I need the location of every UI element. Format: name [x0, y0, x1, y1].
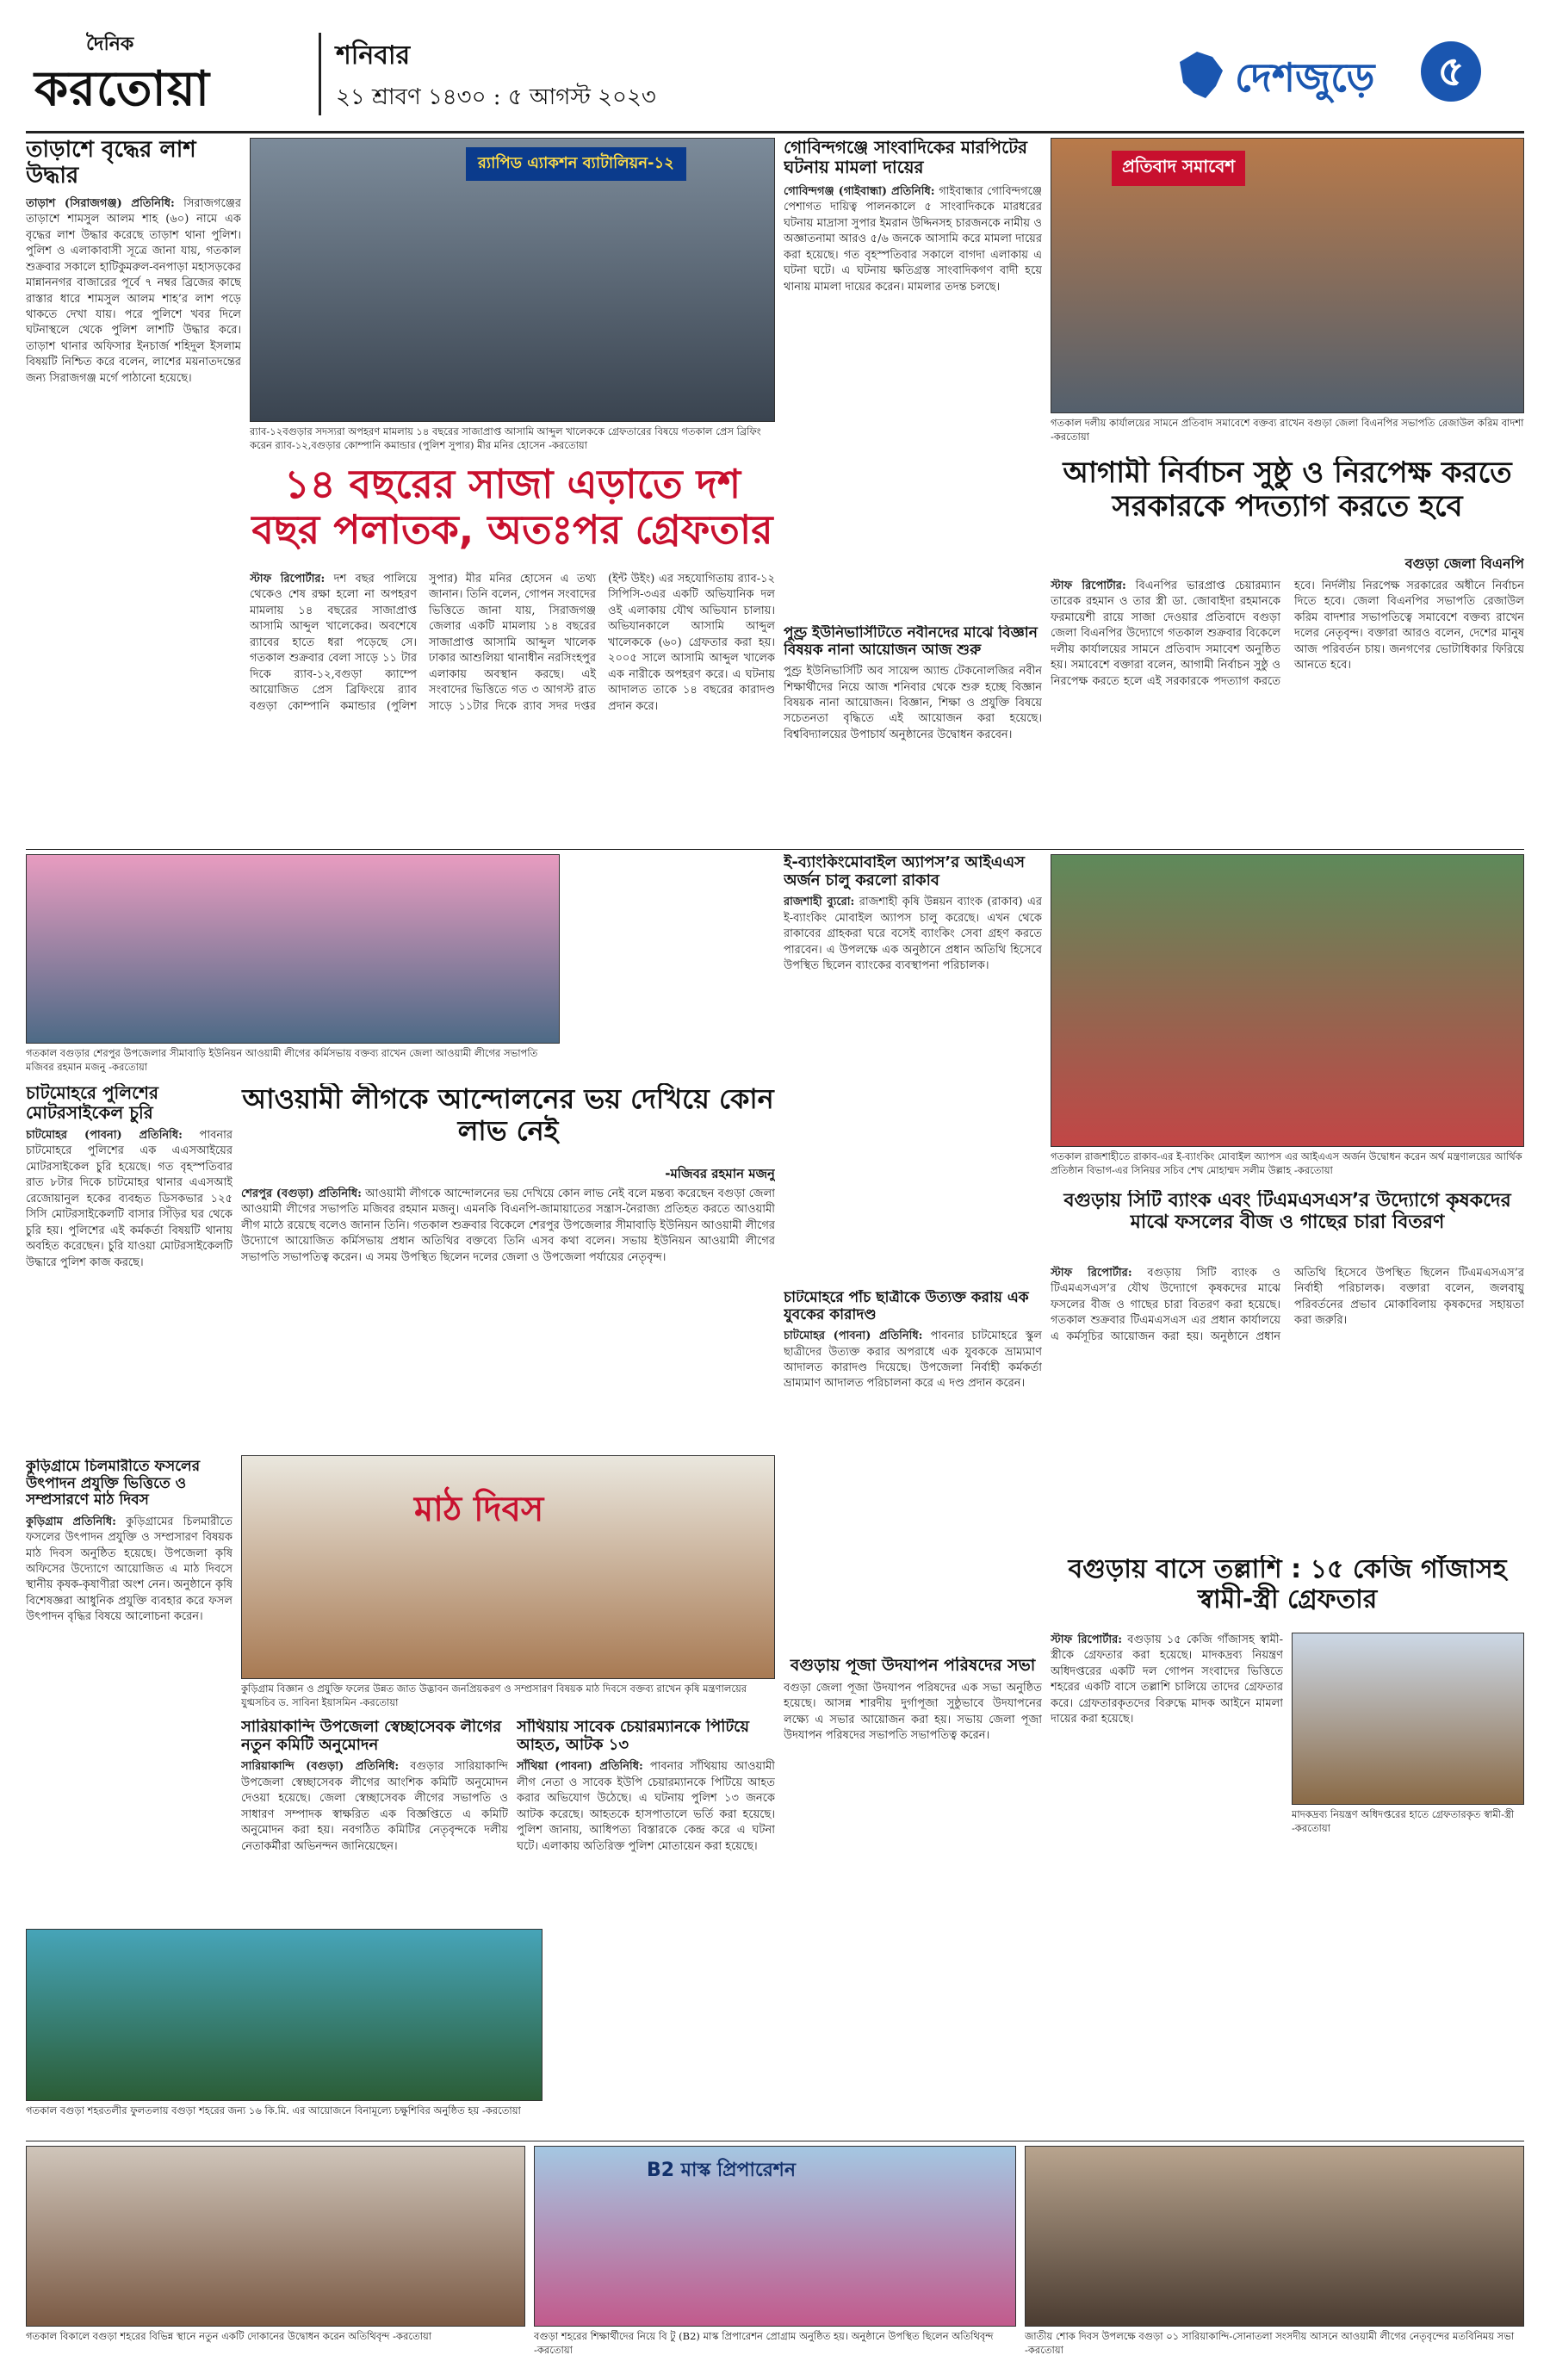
map-icon: [1171, 45, 1231, 105]
article-kurigram: কুড়িগ্রামে চিলমারীতে ফসলের উৎপাদন প্রযুক্তি ভিত্তিতে ও সম্প্রসারণে মাঠ দিবস কুড়িগ্রাম প্রতিনিধি: কুড়িগ্রামের চিলমারীতে ফসলের উৎপাদন প্রযুক্তি ও সম্প্রসারণ বিষয়ক মাঠ দিবস অনুষ্ঠিত হয়েছে। উপজেলা কৃষি অফিসের উদ্যোগে আয়োজিত এ মাঠ দিবসে স্থানীয় কৃষক-কৃষাণীরা অংশ নেন। অনুষ্ঠানে কৃষি বিশেষজ্ঞরা আধুনিক প্রযুক্তি ব্যবহার করে ফসল উৎপাদন বৃদ্ধির বিষয়ে আলোচনা করেন।: [26, 1459, 232, 1624]
photo-b2: [534, 2146, 1016, 2327]
headline: চাটমোহরে পাঁচ ছাত্রীকে উত্যক্ত করায় এক যুবকের কারাদণ্ড: [784, 1290, 1029, 1323]
article-chatmohor-bike: চাটমোহরে পুলিশের মোটরসাইকেল চুরি চাটমোহর (পাবনা) প্রতিনিধি: পাবনার চাটমোহরে পুলিশের এক এএসআইয়ের মোটরসাইকেল চুরি হয়েছে। গত বৃহস্পতিবার রাত ৮টার দিকে চাটমোহর থানার এএসআই রেজোয়ানুল হকের ব্যবহৃত ডিসকভার ১২৫ সিসি মোটরসাইকেলটি বাসার সিঁড়ির ঘর থেকে চুরি হয়। পুলিশের এই কর্মকর্তা বিষয়টি থানায় অবহিত করেছেন। চুরি যাওয়া মোটরসাইকেলটি উদ্ধারে পুলিশ কাজ করছে।: [26, 1083, 232, 1269]
photo-sherpur: [26, 854, 560, 1044]
photo-caption: গতকাল বগুড়া শহরতলীর ফুলতলায় বগুড়া শহরের জন্য ১৬ কি.মি. এর আয়োজনে বিনামূল্যে চক্ষুশিবির অনুষ্ঠিত হয় -করতোয়া: [26, 2104, 521, 2117]
photo-banner: B2 মাস্ক প্রিপারেশন: [647, 2160, 796, 2181]
photo-ganja: [1292, 1633, 1524, 1805]
photo-banner: মাঠ দিবস: [414, 1490, 544, 1529]
article-bnp-body: স্টাফ রিপোর্টার: বিএনপির ভারপ্রাপ্ত চেয়ারম্যান তারেক রহমান ও তার স্ত্রী ডা. জোবাইদা রহমানকে ফরমায়েশী রায়ে সাজা দেওয়ার প্রতিবাদে বগুড়া জেলা বিএনপির উদ্যোগে গতকাল শুক্রবার বিকেলে দলীয় কার্যালয়ের সামনে প্রতিবাদ সমাবেশ অনুষ্ঠিত হয়। সমাবেশে বক্তারা বলেন, আগামী নির্বাচন সুষ্ঠু ও নিরপেক্ষ করতে হলে এই সরকারকে পদত্যাগ করতে হবে। নির্দলীয় নিরপেক্ষ সরকারের অধীনে নির্বাচন দিতে হবে। জেলা বিএনপির সভাপতি রেজাউল করিম বাদশার সভাপতিত্বে সমাবেশে বক্তব্য রাখেন দলের নেতৃবৃন্দ। বক্তারা আরও বলেন, দেশের মানুষ আজ পরিবর্তন চায়। জনগণের ভোটাধিকার ফিরিয়ে আনতে হবে।: [1051, 580, 1524, 688]
logo: [26, 26, 310, 121]
photo-caption: মাদকদ্রব্য নিয়ন্ত্রণ অধিদপ্তরের হাতে গ্রেফতারকৃত স্বামী-স্ত্রী -করতোয়া: [1292, 1808, 1515, 1834]
photo-bnp: [1051, 138, 1524, 413]
headline-citybank: বগুড়ায় সিটি ব্যাংক এবং টিএমএসএস’র উদ্যোগে কৃষকদের মাঝে ফসলের বীজ ও গাছের চারা বিতরণ: [1063, 1190, 1511, 1234]
article-santhia: সাঁথিয়ায় সাবেক চেয়ারম্যানকে পিটিয়ে আহত, আটক ১৩ সাঁথিয়া (পাবনা) প্রতিনিধি: পাবনার সাঁথিয়ায় আওয়ামী লীগ নেতা ও সাবেক ইউপি চেয়ারম্যানকে পিটিয়ে আহত করার অভিযোগ উঠেছে। এ ঘটনায় পুলিশ ১৩ জনকে আটক করেছে। আহতকে হাসপাতালে ভর্তি করা হয়েছে। পুলিশ জানায়, আধিপত্য বিস্তারকে কেন্দ্র করে এ ঘটনা ঘটে। এলাকায় অতিরিক্ত পুলিশ মোতায়েন করা হয়েছে।: [517, 1719, 775, 1853]
article-gobindaganj: গোবিন্দগঞ্জে সাংবাদিকের মারপিটের ঘটনায় মামলা দায়ের গোবিন্দগঞ্জ (গাইবান্ধা) প্রতিনিধি: গাইবান্ধার গোবিন্দগঞ্জে পেশাগত দায়িত্ব পালনকালে ৫ সাংবাদিককে মারধরের ঘটনায় মাদ্রাসা সুপার ইমরান উদ্দিনসহ চারজনকে নামীয় ও অজ্ঞাতনামা আরও ৫/৬ জনকে আসামি করে মামলা দায়ের করা হয়েছে। গত বৃহস্পতিবার সকালে বাগদা এলাকায় এ ঘটনা ঘটে। এ ঘটনায় ক্ষতিগ্রস্ত সাংবাদিকগণ বাদী হয়ে থানায় মামলা দায়ের করেন। মামলার তদন্ত চলছে।: [784, 138, 1042, 294]
article-sariakandi: সারিয়াকান্দি উপজেলা স্বেচ্ছাসেবক লীগের নতুন কমিটি অনুমোদন সারিয়াকান্দি (বগুড়া) প্রতিনিধি: বগুড়ার সারিয়াকান্দি উপজেলা স্বেচ্ছাসেবক লীগের আংশিক কমিটি অনুমোদন দেওয়া হয়েছে। জেলা স্বেচ্ছাসেবক লীগের সভাপতি ও সাধারণ সম্পাদক স্বাক্ষরিত এক বিজ্ঞপ্তিতে এ কমিটি অনুমোদন করা হয়। নবগঠিত কমিটির নেতৃবৃন্দকে দলীয় নেতাকর্মীরা অভিনন্দন জানিয়েছেন।: [241, 1719, 508, 1853]
headline: পুণ্ড্র ইউনিভার্সিটিতে নবীনদের মাঝে বিজ্ঞান বিষয়ক নানা আয়োজন আজ শুরু: [784, 625, 1038, 659]
headline: চাটমোহরে পুলিশের মোটরসাইকেল চুরি: [26, 1083, 159, 1123]
article-chatmohor-girls: চাটমোহরে পাঁচ ছাত্রীকে উত্যক্ত করায় এক যুবকের কারাদণ্ড চাটমোহর (পাবনা) প্রতিনিধি: পাবনার চাটমোহরে স্কুল ছাত্রীদের উত্যক্ত করার অপরাধে এক যুবককে ভ্রাম্যমাণ আদালত কারাদণ্ড দিয়েছে। উপজেলা নির্বাহী কর্মকর্তা ভ্রাম্যমাণ আদালত পরিচালনা করে এ দণ্ড প্রদান করেন।: [784, 1290, 1042, 1391]
headline-ganja: বগুড়ায় বাসে তল্লাশি : ১৫ কেজি গাঁজাসহ স্বামী-স্ত্রী গ্রেফতার: [1068, 1555, 1507, 1615]
body: সিরাজগঞ্জের তাড়াশে শামসুল আলম শাহ (৬০) নামে এক বৃদ্ধের লাশ উদ্ধার করেছে তাড়াশ থানা পুলিশ। পুলিশ ও এলাকাবাসী সূত্রে জানা যায়, গতকাল শুক্রবার সকালে হাটিকুমরুল-বনপাড়া মহাসড়কের মান্নাননগর বাজারের পূর্বে ৭ নম্বর ব্রিজের কাছে রাস্তার ধারে শামসুল আলম শাহ’র লাশ পড়ে থাকতে দেখা যায়। পরে পুলিশে খবর দিলে ঘটনাস্থলে থেকে পুলিশ লাশটি উদ্ধার করে। তাড়াশ থানার অফিসার ইনচার্জ শহিদুল ইসলাম বিষয়টি নিশ্চিত করে বলেন, লাশের ময়নাতদন্তের জন্য সিরাজগঞ্জ মর্গে পাঠানো হয়েছে।: [26, 196, 241, 385]
headline: গোবিন্দগঞ্জে সাংবাদিকের মারপিটের ঘটনায় মামলা দায়ের: [784, 138, 1028, 177]
masthead: [26, 26, 1524, 129]
photo-caption: গতকাল দলীয় কার্যালয়ের সামনে প্রতিবাদ সমাবেশে বক্তব্য রাখেন বগুড়া জেলা বিএনপির সভাপতি রেজাউল করিম বাদশা -করতোয়া: [1051, 417, 1524, 443]
masthead-day: শনিবার: [336, 40, 411, 71]
headline: সারিয়াকান্দি উপজেলা স্বেচ্ছাসেবক লীগের নতুন কমিটি অনুমোদন: [241, 1719, 502, 1754]
article-puja: বগুড়ায় পূজা উদযাপন পরিষদের সভা বগুড়া জেলা পূজা উদযাপন পরিষদের এক সভা অনুষ্ঠিত হয়েছে। আসন্ন শারদীয় দুর্গাপূজা সুষ্ঠুভাবে উদযাপনের লক্ষ্যে এ সভার আয়োজন করা হয়। সভায় জেলা পূজা উদযাপন পরিষদের সভাপতি সভাপতিত্ব করেন।: [784, 1657, 1042, 1743]
headline: বগুড়ায় পূজা উদযাপন পরিষদের সভা: [790, 1657, 1036, 1675]
photo-banner: র‍্যাপিড এ্যাকশন ব্যাটালিয়ন-১২: [466, 147, 686, 181]
article-rakab: ই-ব্যাংকিংমোবাইল অ্যাপস’র আইএএস অর্জন চালু করলো রাকাব রাজশাহী ব্যুরো: রাজশাহী কৃষি উন্নয়ন ব্যাংক (রাকাব) এর ই-ব্যাংকিং মোবাইল অ্যাপস চালু করেছে। এখন থেকে রাকাবের গ্রাহকরা ঘরে বসেই ব্যাংকিং সেবা গ্রহণ করতে পারবেন। এ উপলক্ষে এক অনুষ্ঠানে প্রধান অতিথি হিসেবে উপস্থিত ছিলেন ব্যাংকের ব্যবস্থাপনা পরিচালক।: [784, 854, 1042, 973]
masthead-date: ২১ শ্রাবণ ১৪৩০ : ৫ আগস্ট ২০২৩: [336, 84, 656, 110]
photo-rab: [250, 138, 775, 422]
photo-shop: [26, 2146, 525, 2327]
subhead: বগুড়া জেলা বিএনপি: [1404, 555, 1524, 572]
photo-rakab: [1051, 854, 1524, 1147]
photo-field-day: [241, 1455, 775, 1679]
article-pundra: পুণ্ড্র ইউনিভার্সিটিতে নবীনদের মাঝে বিজ্ঞান বিষয়ক নানা আয়োজন আজ শুরু পুণ্ড্র ইউনিভার্সিটি অব সায়েন্স অ্যান্ড টেকনোলজির নবীন শিক্ষার্থীদের নিয়ে আজ শনিবার থেকে শুরু হচ্ছে বিজ্ঞান বিষয়ক নানা আয়োজন। বিজ্ঞান, শিক্ষা ও প্রযুক্তি বিষয়ে সচেতনতা বৃদ্ধিতে এই আয়োজন করা হয়েছে। বিশ্ববিদ্যালয়ের উপাচার্য অনুষ্ঠানের উদ্বোধন করবেন।: [784, 625, 1042, 741]
photo-caption: জাতীয় শোক দিবস উপলক্ষে বগুড়া ০১ সারিয়াকান্দি-সোনাতলা সংসদীয় আসনে আওয়ামী লীগের নেতৃবৃন্দের মতবিনিময় সভা -করতোয়া: [1025, 2330, 1515, 2356]
article-awami-body: শেরপুর (বগুড়া) প্রতিনিধি: আওয়ামী লীগকে আন্দোলনের ভয় দেখিয়ে কোন লাভ নেই বলে মন্তব্য করেছেন বগুড়া জেলা আওয়ামী লীগের সভাপতি মজিবর রহমান মজনু। এমনকি বিএনপি-জামায়াতের সন্ত্রাস-নৈরাজ্য প্রতিহত করতে আওয়ামী লীগ মাঠে রয়েছে বলেও জানান তিনি। গতকাল শুক্রবার বিকেলে শেরপুর উপজেলার সীমাবাড়ি ইউনিয়ন আওয়ামী লীগের উদ্যোগে আয়োজিত কর্মিসভায় প্রধান অতিথির বক্তব্যে তিনি এসব কথা বলেন। সভায় ইউনিয়ন আওয়ামী লীগের সভাপতি সভাপতিত্ব করেন। এ সময় উপস্থিত ছিলেন দলের জেলা ও উপজেলা পর্যায়ের নেতৃবৃন্দ।: [241, 1187, 775, 1264]
headline-awami: আওয়ামী লীগকে আন্দোলনের ভয় দেখিয়ে কোন লাভ নেই: [242, 1083, 774, 1147]
section-name: দেশজুড়ে: [1235, 54, 1375, 101]
logo-top: দৈনিক: [86, 33, 134, 55]
photo-meeting: [1025, 2146, 1524, 2327]
photo-caption: গতকাল রাজশাহীতে রাকাব-এর ই-ব্যাংকিং মোবাইল অ্যাপস এর আইএএস অর্জন উদ্বোধন করেন অর্থ মন্ত্রণালয়ের আর্থিক প্রতিষ্ঠান বিভাগ-এর সিনিয়র সচিব শেখ মোহাম্মদ সলীম উল্লাহ -করতোয়া: [1051, 1150, 1522, 1176]
article-rab-body: স্টাফ রিপোর্টার: দশ বছর পালিয়ে থেকেও শেষ রক্ষা হলো না অপহরণ মামলায় ১৪ বছরের সাজাপ্রাপ্ত আসামি আব্দুল খালেকের। অবশেষে র‍্যাবের হাতে ধরা পড়েছে সে। গতকাল শুক্রবার বেলা সাড়ে ১১ টার দিকে র‍্যাব-১২,বগুড়া ক্যাম্পে আয়োজিত প্রেস ব্রিফিংয়ে র‍্যাব বগুড়া কোম্পানি কমান্ডার (পুলিশ সুপার) মীর মনির হোসেন এ তথ্য জানান। তিনি বলেন, গোপন সংবাদের ভিত্তিতে জানা যায়, সিরাজগঞ্জ জেলার একটি মামলায় ১৪ বছরের সাজাপ্রাপ্ত আসামি আব্দুল খালেক ঢাকার আশুলিয়া থানাধীন নরসিংহপুর এলাকায় অবস্থান করছে। এই সংবাদের ভিত্তিতে গত ৩ আগস্ট রাত সাড়ে ১১টার দিকে র‍্যাব সদর দপ্তর (ইন্ট উইং) এর সহযোগিতায় র‍্যাব-১২ সিপিসি-৩এর একটি অভিযানিক দল ওই এলাকায় যৌথ অভিযান চালায়। অভিযানকালে আসামি আব্দুল খালেককে (৬০) গ্রেফতার করা হয়। ২০০৫ সালে আসামি আব্দুল খালেক এক নারীকে অপহরণ করে। এ ঘটনায় আদালত তাকে ১৪ বছরের কারাদণ্ড প্রদান করে।: [250, 573, 775, 713]
article-ganja-body: স্টাফ রিপোর্টার: বগুড়ায় ১৫ কেজি গাঁজাসহ স্বামী-স্ত্রীকে গ্রেফতার করা হয়েছে। মাদকদ্রব্য নিয়ন্ত্রণ অধিদপ্তরের একটি দল গোপন সংবাদের ভিত্তিতে শহরের একটি বাসে তল্লাশি চালিয়ে তাদের গ্রেফতার করে। গ্রেফতারকৃতদের বিরুদ্ধে মাদক আইনে মামলা দায়ের করা হয়েছে।: [1051, 1633, 1283, 1726]
headline: সাঁথিয়ায় সাবেক চেয়ারম্যানকে পিটিয়ে আহত, আটক ১৩: [517, 1719, 750, 1754]
headline: কুড়িগ্রামে চিলমারীতে ফসলের উৎপাদন প্রযুক্তি ভিত্তিতে ও সম্প্রসারণে মাঠ দিবস: [26, 1459, 201, 1509]
photo-caption: গতকাল বগুড়ার শেরপুর উপজেলার সীমাবাড়ি ইউনিয়ন আওয়ামী লীগের কর্মিসভায় বক্তব্য রাখেন জেলা আওয়ামী লীগের সভাপতি মজিবর রহমান মজনু -করতোয়া: [26, 1047, 538, 1073]
photo-caption: র‍্যাব-১২বগুড়ার সদস্যরা অপহরণ মামলায় ১৪ বছরের সাজাপ্রাপ্ত আসামি আব্দুল খালেককে গ্রেফতারের বিষয়ে গতকাল প্রেস ব্রিফিং করেন র‍্যাব-১২,বগুড়ার কোম্পানি কমান্ডার (পুলিশ সুপার) মীর মনির হোসেন -করতোয়া: [250, 425, 761, 451]
article-citybank-body: স্টাফ রিপোর্টার: বগুড়ায় সিটি ব্যাংক ও টিএমএসএস’র যৌথ উদ্যোগে কৃষকদের মাঝে ফসলের বীজ ও গাছের চারা বিতরণ করা হয়েছে। গতকাল শুক্রবার টিএমএসএস এর প্রধান কার্যালয়ে এ কর্মসূচির আয়োজন করা হয়। অনুষ্ঠানে প্রধান অতিথি হিসেবে উপস্থিত ছিলেন টিএমএসএস’র নির্বাহী পরিচালক। বক্তারা বলেন, জলবায়ু পরিবর্তনের প্রভাব মোকাবিলায় কৃষকদের সহায়তা করা জরুরি।: [1051, 1267, 1524, 1343]
logo-main: করতোয়া: [34, 60, 210, 117]
headline: তাড়াশে বৃদ্ধের লাশ উদ্ধার: [26, 138, 196, 189]
dateline: তাড়াশ (সিরাজগঞ্জ) প্রতিনিধি:: [26, 196, 175, 210]
photo-banner: প্রতিবাদ সমাবেশ: [1112, 151, 1245, 186]
photo-caption: গতকাল বিকালে বগুড়া শহরের বিভিন্ন স্থানে নতুন একটি দোকানের উদ্বোধন করেন অতিথিবৃন্দ -করতোয়া: [26, 2330, 432, 2342]
headline-rab: ১৪ বছরের সাজা এড়াতে দশ বছর পলাতক, অতঃপর গ্রেফতার: [251, 462, 773, 553]
headline-bnp: আগামী নির্বাচন সুষ্ঠু ও নিরপেক্ষ করতে সরকারকে পদত্যাগ করতে হবে: [1063, 456, 1512, 524]
photo-eye-camp: [26, 1929, 542, 2101]
article-tarash: [26, 138, 241, 844]
photo-caption: কুড়িগ্রাম বিজ্ঞান ও প্রযুক্তি ফলের উন্নত জাত উদ্ভাবন জনপ্রিয়করণ ও সম্প্রসারণ বিষয়ক মাঠ দিবসে বক্তব্য রাখেন কৃষি মন্ত্রণালয়ের যুগ্মসচিব ড. সাবিনা ইয়াসমিন -করতোয়া: [241, 1683, 747, 1708]
photo-caption: বগুড়া শহরের শিক্ষার্থীদের নিয়ে বি টু (B2) মাস্ক প্রিপারেশন প্রোগ্রাম অনুষ্ঠিত হয়। অনুষ্ঠানে উপস্থিত ছিলেন অতিথিবৃন্দ -করতোয়া: [534, 2330, 994, 2356]
subhead: -মজিবর রহমান মজনু: [665, 1166, 775, 1181]
headline: ই-ব্যাংকিংমোবাইল অ্যাপস’র আইএএস অর্জন চালু করলো রাকাব: [784, 854, 1026, 889]
section-title: [1171, 41, 1524, 110]
page-number: ৫: [1421, 41, 1481, 102]
